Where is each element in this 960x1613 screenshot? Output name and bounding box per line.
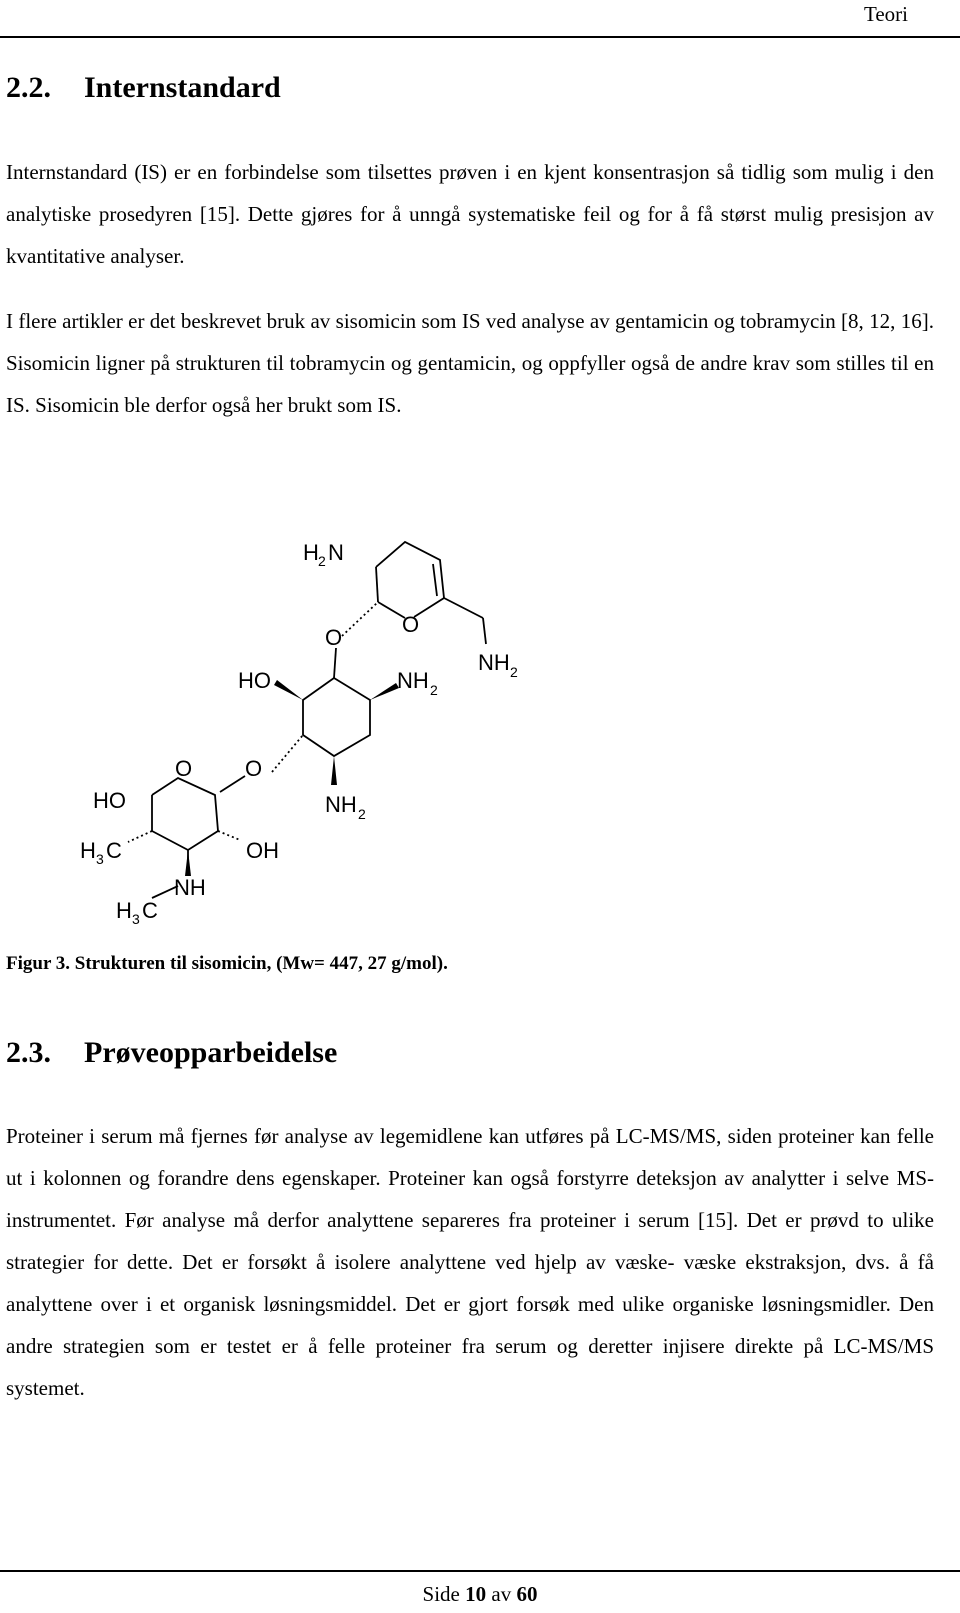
wedge-nh2 [370,683,399,700]
label-oh: OH [246,838,279,863]
sisomicin-structure-drawing [60,520,580,950]
bond-lower-hash [272,735,303,772]
paragraph-proveopparbeidelse: Proteiner i serum må fjernes før analyse av legemidlene kan utføres på LC-MS/MS, siden proteiner kan felle ut i kolonnen og forandre dens egenskaper. Proteiner kan også forstyrre deteksjon av analytter i selve MS- instrumentet. Før analyse må derfor analyttene separeres fra proteiner i serum [15]. Det er prøvd to ulike strategier for dette. Det er forsøkt å isolere analyttene ved hjelp av væske- væske ekstraksjon, dvs. å få analyttene over i et organisk løsningsmiddel. Det er gjort forsøk med ulike organiske løsningsmidler. Den andre strategien som er testet er å felle proteiner fra serum og deretter injisere direkte på LC-MS/MS systemet. [6,1124,934,1400]
label-h2n-n: N [328,540,344,565]
label-h3c-left-h: H [80,838,96,863]
footer-total-pages: 60 [516,1582,538,1606]
bond-h3c-hash [128,831,152,842]
section-heading-2-2 [6,70,281,106]
section-title: Prøveopparbeidelse [84,1036,338,1069]
section-number: 2.2. [6,71,51,104]
label-ho-left: HO [93,788,126,813]
label-link-oxygen-top: O [325,625,343,650]
label-nh2-middle-sub: 2 [430,682,438,698]
middle-ring-bonds [303,678,370,756]
label-nh: NH [174,875,206,900]
section-title: Internstandard [84,71,281,104]
sisomicin-structure-figure [60,520,580,950]
label-h3c-bottom-sub: 3 [132,911,140,927]
bond-ch2 [444,598,483,618]
header-title: Teori [863,2,908,26]
section-heading-2-3 [6,1035,337,1071]
bond-c3-o [378,602,405,618]
label-h3c-bottom-c: C [142,898,158,923]
label-h3c-left-c: C [106,838,122,863]
paragraph-internstandard-2: I flere artikler er det beskrevet bruk av sisomicin som IS ved analyse av gentamicin og tobramycin [8, 12, 16]. Sisomicin ligner på strukturen til tobramycin og gentamicin, og oppfyller også de andre krav som stilles til en IS. Sisomicin ble derfor også her brukt som IS. [6,309,934,417]
bond-c3 [376,567,378,602]
page-footer [0,1580,960,1608]
top-ring-bonds [376,542,444,617]
label-nh2-middle: NH [397,668,429,693]
paragraph-internstandard-1: Internstandard (IS) er en forbindelse som tilsettes prøven i en kjent konsentrasjon så tidlig som mulig i den analytiske prosedyren [15]. Dette gjøres for å unngå systematiske feil og for å få størst mulig presisjon av kvantitative analyser. [6,160,934,268]
label-nh2-bottom-sub: 2 [358,806,366,822]
page-header [0,0,960,40]
figure-caption: Figur 3. Strukturen til sisomicin, (Mw= 447, 27 g/mol). [6,953,448,974]
bond-link-hash [342,602,378,636]
lower-ring-bonds [152,778,218,850]
bond-oh-hash [218,831,240,840]
label-ring-oxygen-top: O [402,612,420,637]
wedge-nh2-bottom [331,756,337,785]
structure-wedges [185,680,399,876]
label-ho-middle: HO [238,668,271,693]
bond-ch2-nh2 [483,618,486,644]
footer-middle: av [491,1582,512,1606]
label-ring-oxygen-lower: O [175,756,193,781]
label-h2n-sub: 2 [318,553,326,569]
header-rule [0,36,960,38]
label-nh2-right: NH [478,650,510,675]
wedge-nh [185,850,191,876]
label-nh2-bottom: NH [325,792,357,817]
bond-lower-o [220,776,245,792]
structure-bonds [128,542,486,898]
label-h2n-h: H [303,540,319,565]
label-link-oxygen-bottom: O [245,756,263,781]
footer-prefix: Side [422,1582,460,1606]
section-number: 2.3. [6,1036,51,1069]
label-h3c-left-sub: 3 [96,851,104,867]
bond-link-o [334,648,336,678]
footer-page-number: 10 [465,1582,487,1606]
double-bond [433,564,437,596]
footer-rule [0,1570,960,1572]
label-h3c-bottom-h: H [116,898,132,923]
label-nh2-right-sub: 2 [510,664,518,680]
wedge-ho [274,680,303,700]
